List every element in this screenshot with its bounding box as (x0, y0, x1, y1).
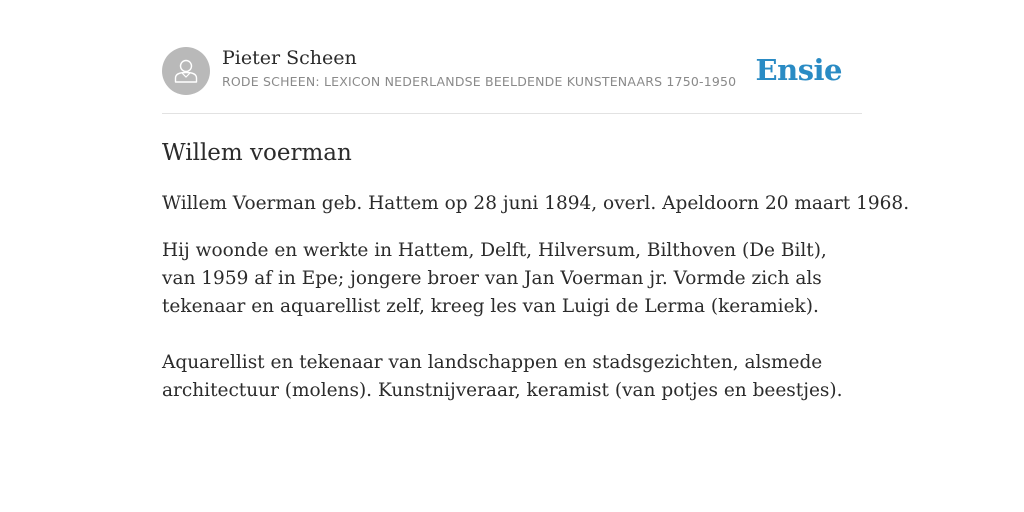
ensie-logo[interactable]: Ensie (755, 53, 842, 87)
header (162, 46, 862, 96)
source-label[interactable]: RODE SCHEEN: LEXICON NEDERLANDSE BEELDENDE KUNSTENAARS 1750-1950 (222, 74, 737, 89)
article-paragraph: Aquarellist en tekenaar van landschappen en stadsgezichten, alsmede architectuur (molens). Kunstnijveraar, keramist (van potjes en beestjes). (162, 352, 843, 401)
author-name[interactable]: Pieter Scheen (222, 47, 357, 69)
user-icon (171, 56, 201, 86)
divider (162, 113, 862, 114)
avatar[interactable] (162, 47, 210, 95)
article-paragraph: Willem Voerman geb. Hattem op 28 juni 1894, overl. Apeldoorn 20 maart 1968. (162, 193, 910, 214)
page-title: Willem voerman (162, 140, 352, 166)
article-paragraph: Hij woonde en werkte in Hattem, Delft, Hilversum, Bilthoven (De Bilt), van 1959 af in Epe; jongere broer van Jan Voerman jr. Vormde zich als tekenaar en aquarellist zelf, kreeg les van Luigi de Lerma (keramiek). (162, 240, 827, 317)
article-body (162, 190, 910, 405)
